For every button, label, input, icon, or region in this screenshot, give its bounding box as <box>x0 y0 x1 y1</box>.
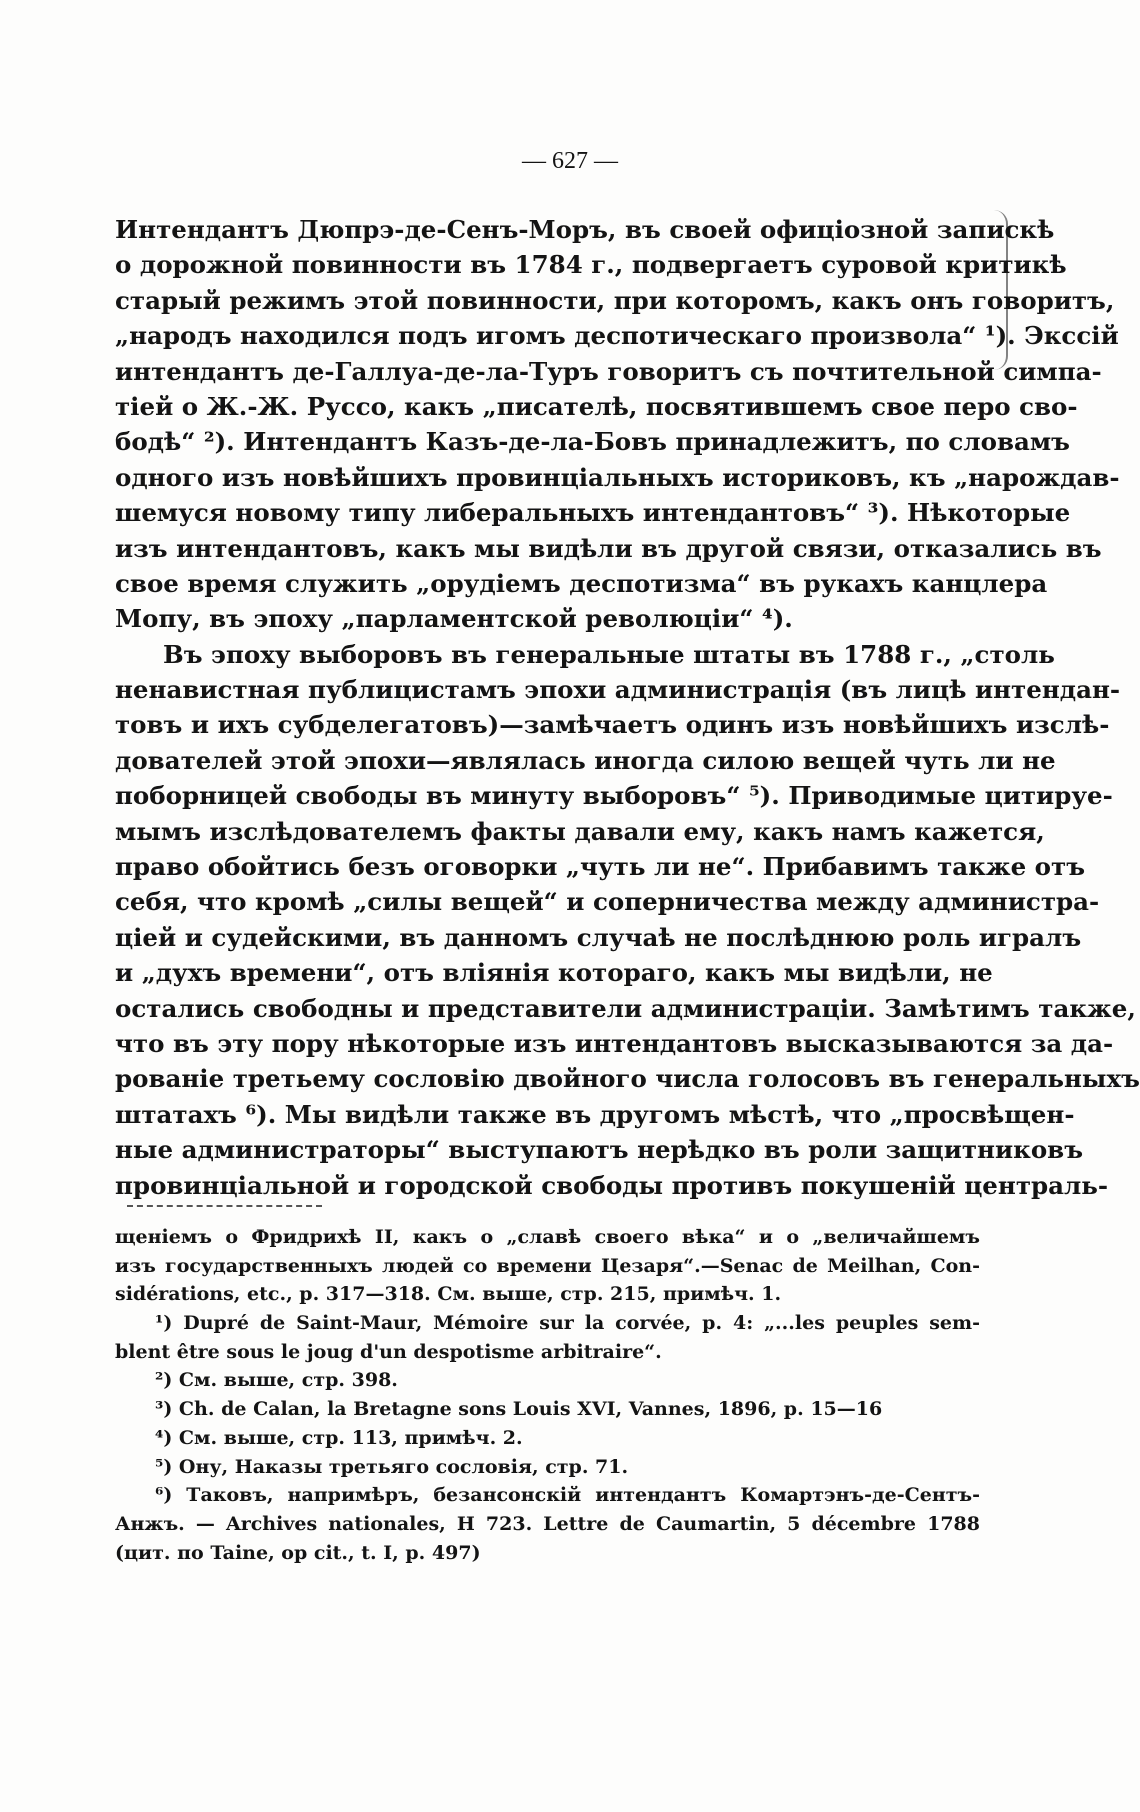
body-line: провинціальной и городской свободы противъ покушеній централь- <box>115 1170 1109 1200</box>
main-text <box>115 212 1140 1203</box>
body-line: изъ интендантовъ, какъ мы видѣли въ другой связи, отказались въ <box>115 533 1102 563</box>
body-line: товъ и ихъ субделегатовъ)—замѣчаетъ одинъ изъ новѣйшихъ изслѣ- <box>115 710 1110 740</box>
body-line: бодѣ“ ²). Интендантъ Казъ-де-ла-Бовъ принадлежитъ, по словамъ <box>115 427 1070 457</box>
body-line: штатахъ ⁶). Мы видѣли также въ другомъ мѣстѣ, что „просвѣщен- <box>115 1099 1075 1129</box>
body-line: шемуся новому типу либеральныхъ интендантовъ“ ³). Нѣкоторые <box>115 498 1071 528</box>
body-line: поборницей свободы въ минуту выборовъ“ ⁵). Приводимые цитируе- <box>115 781 1113 811</box>
footnote-line: blent être sous le joug d'un despotisme arbitraire“. <box>115 1340 662 1363</box>
footnote-line: ⁴) См. выше, стр. 113, примѣч. 2. <box>155 1426 523 1449</box>
body-line: старый режимъ этой повинности, при которомъ, какъ онъ говоритъ, <box>115 285 1115 315</box>
body-line: Интендантъ Дюпрэ-де-Сенъ-Моръ, въ своей офиціозной запискѣ <box>115 215 1055 244</box>
body-line: тіей о Ж.-Ж. Руссо, какъ „писателѣ, посвятившемъ свое перо сво- <box>115 391 1078 421</box>
footnote-line: изъ государственныхъ людей со времени Цезаря“.—Senac de Meilhan, Con- <box>115 1254 980 1277</box>
body-line: о дорожной повинности въ 1784 г., подвергаетъ суровой критикѣ <box>115 250 1067 280</box>
body-line: „народъ находился подъ игомъ деспотическаго произвола“ ¹). Экссій <box>115 321 1119 351</box>
footnote-line: ¹) Dupré de Saint-Maur, Mémoire sur la corvée, p. 4: „...les peuples sem- <box>155 1312 980 1335</box>
footnote-line: ⁵) Ону, Наказы третьяго сословія, стр. 71. <box>155 1455 629 1478</box>
footnote-line: ⁶) Таковъ, напримѣръ, безансонскій интендантъ Комартэнъ-де-Сентъ- <box>155 1484 980 1507</box>
body-line: что въ эту пору нѣкоторые изъ интендантовъ высказываются за да- <box>115 1028 1114 1058</box>
footnote-separator <box>127 1205 322 1207</box>
body-line: право обойтись безъ оговорки „чуть ли не“. Прибавимъ также отъ <box>115 852 1085 882</box>
body-line: рованіе третьему сословію двойного числа голосовъ въ генеральныхъ <box>115 1064 1140 1094</box>
body-line: мымъ изслѣдователемъ факты давали ему, какъ намъ кажется, <box>115 816 1045 846</box>
body-line: одного изъ новѣйшихъ провинціальныхъ историковъ, къ „нарождав- <box>115 462 1120 492</box>
body-line: ные администраторы“ выступаютъ нерѣдко въ роли защитниковъ <box>115 1135 1084 1165</box>
body-line: и „духъ времени“, отъ вліянія котораго, какъ мы видѣли, не <box>115 958 993 988</box>
body-line: свое время служить „орудіемъ деспотизма“ въ рукахъ канцлера <box>115 568 1048 598</box>
body-line: себя, что кромѣ „силы вещей“ и соперничества между администра- <box>115 887 1100 917</box>
body-line: дователей этой эпохи—являлась иногда силою вещей чуть ли не <box>115 745 1056 775</box>
body-line: Мопу, въ эпоху „парламентской революціи“ ⁴). <box>115 604 793 634</box>
footnote-line: ²) См. выше, стр. 398. <box>155 1369 398 1392</box>
footnote-line: ³) Ch. de Calan, la Bretagne sons Louis XVI, Vannes, 1896, p. 15—16 <box>155 1398 883 1421</box>
body-line: остались свободны и представители администраціи. Замѣтимъ также, <box>115 993 1136 1023</box>
body-line: Въ эпоху выборовъ въ генеральные штаты въ 1788 г., „столь <box>163 639 1055 669</box>
page-number: — 627 — <box>522 148 618 174</box>
footnotes <box>115 1223 980 1567</box>
footnote-line: sidérations, etc., p. 317—318. См. выше, стр. 215, примѣч. 1. <box>115 1283 782 1306</box>
footnote-line: (цит. по Taine, op cit., t. I, p. 497) <box>115 1541 481 1564</box>
body-line: интендантъ де-Галлуа-де-ла-Туръ говоритъ съ почтительной симпа- <box>115 356 1102 386</box>
footnote-line: щеніемъ о Фридрихѣ II, какъ о „славѣ своего вѣка“ и о „величайшемъ <box>115 1226 980 1248</box>
body-line: ненавистная публицистамъ эпохи администрація (въ лицѣ интендан- <box>115 675 1121 705</box>
body-line: ціей и судейскими, въ данномъ случаѣ не послѣднюю роль игралъ <box>115 922 1082 952</box>
footnote-line: Анжъ. — Archives nationales, H 723. Lettre de Caumartin, 5 décembre 1788 <box>115 1512 980 1535</box>
